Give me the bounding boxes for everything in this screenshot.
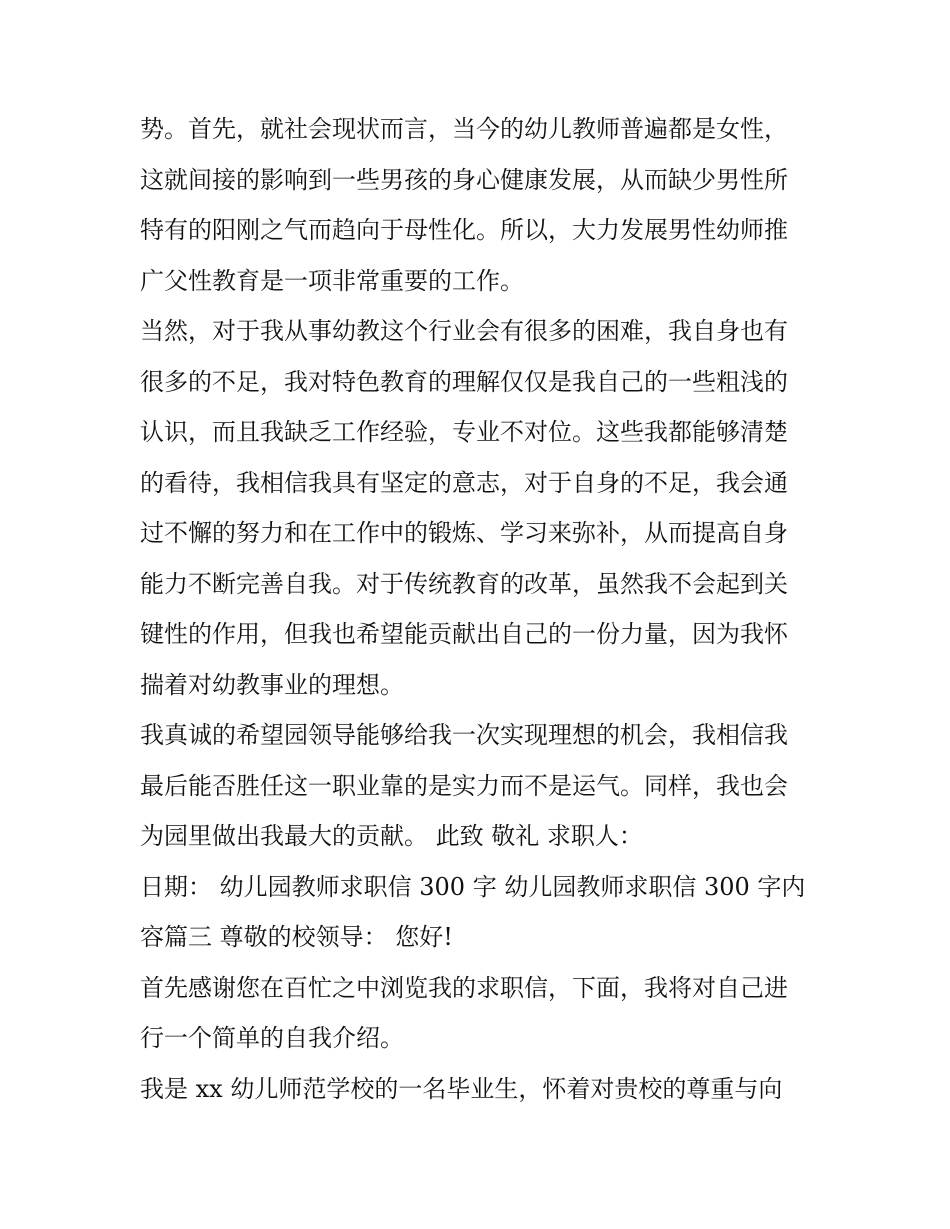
text-line: 势。首先，就社会现状而言，当今的幼儿教师普遍都是女性， xyxy=(140,115,788,143)
text-line: 我是 xx 幼儿师范学校的一名毕业生，怀着对贵校的尊重与向 xyxy=(140,1074,783,1103)
text-line: 很多的不足，我对特色教育的理解仅仅是我自己的一些粗浅的 xyxy=(140,367,788,396)
text-line: 日期： 幼儿园教师求职信 300 字 幼儿园教师求职信 300 字内 xyxy=(140,872,806,901)
text-line: 揣着对幼教事业的理想。 xyxy=(140,670,404,699)
text-line: 过不懈的努力和在工作中的锻炼、学习来弥补，从而提高自身 xyxy=(140,519,788,547)
text-line: 广父性教育是一项非常重要的工作。 xyxy=(140,266,524,295)
text-line: 的看待，我相信我具有坚定的意志，对于自身的不足，我会通 xyxy=(140,468,788,497)
text-line: 当然，对于我从事幼教这个行业会有很多的困难，我自身也有 xyxy=(140,317,788,345)
text-line: 行一个简单的自我介绍。 xyxy=(140,1024,404,1052)
text-line: 这就间接的影响到一些男孩的身心健康发展，从而缺少男性所 xyxy=(140,165,788,194)
text-line: 认识，而且我缺乏工作经验，专业不对位。这些我都能够清楚 xyxy=(140,418,788,446)
text-line: 首先感谢您在百忙之中浏览我的求职信，下面，我将对自己进 xyxy=(140,973,788,1002)
text-line: 容篇三 尊敬的校领导： 您好! xyxy=(140,923,453,951)
document-text-body xyxy=(140,104,820,1114)
text-line: 为园里做出我最大的贡献。 此致 敬礼 求职人： xyxy=(140,822,643,850)
text-line: 特有的阳刚之气而趋向于母性化。所以，大力发展男性幼师推 xyxy=(140,216,788,244)
text-line: 键性的作用，但我也希望能贡献出自己的一份力量，因为我怀 xyxy=(140,620,788,648)
text-line: 最后能否胜任这一职业靠的是实力而不是运气。同样，我也会 xyxy=(140,771,788,800)
text-line: 我真诚的希望园领导能够给我一次实现理想的机会，我相信我 xyxy=(140,721,788,749)
text-line: 能力不断完善自我。对于传统教育的改革，虽然我不会起到关 xyxy=(140,569,788,598)
